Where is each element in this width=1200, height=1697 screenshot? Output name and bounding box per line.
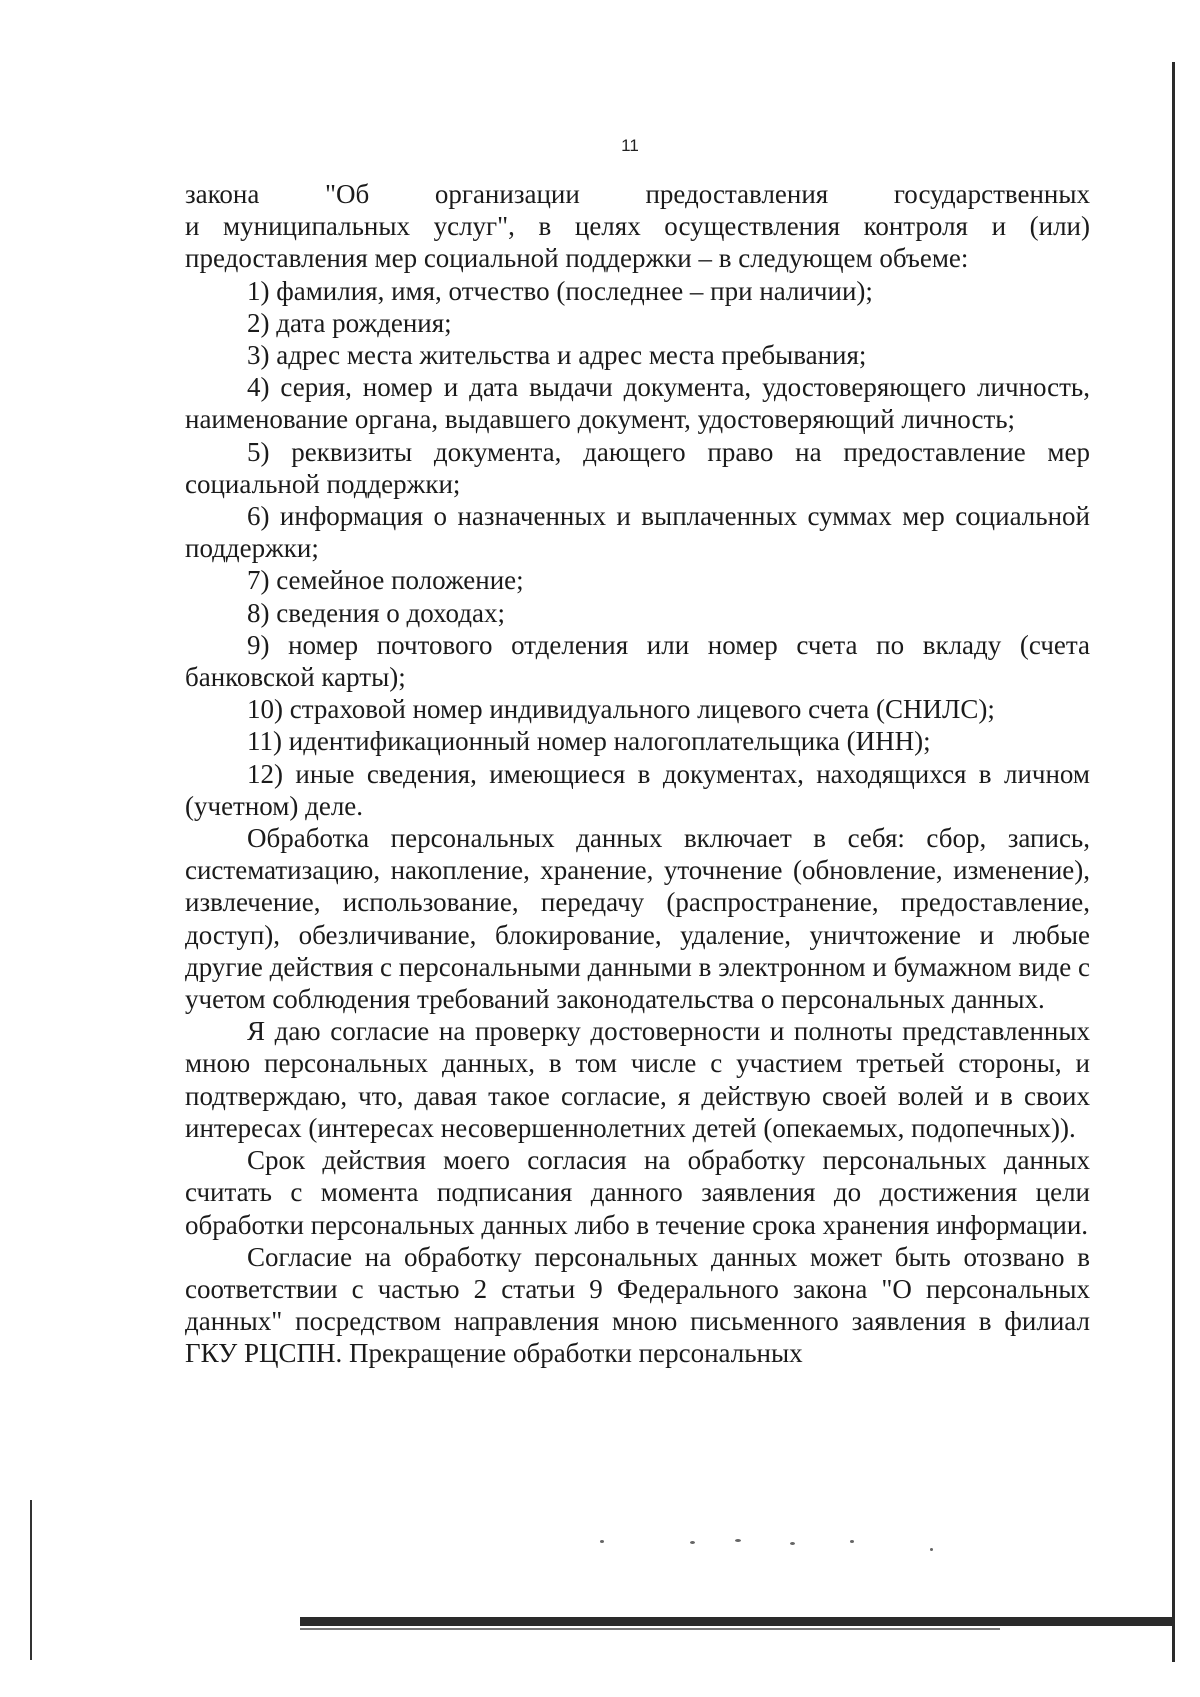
- list-item: 8) сведения о доходах;: [247, 597, 505, 628]
- data-items-list: [185, 275, 1090, 822]
- list-item: 10) страховой номер индивидуального лицевого счета (СНИЛС);: [247, 694, 995, 725]
- page-number: 11: [621, 136, 639, 155]
- list-item: 6) информация о назначенных и выплаченных суммах мер социальной поддержки;: [185, 501, 1090, 564]
- paragraph-processing: Обработка персональных данных включает в себя: сбор, запись, систематизацию, накопление, хранение, уточнение (обновление, изменение), извлечение, использование, передачу (распространение, предоставление, доступ), обезличивание, блокирование, удаление, уничтожение и любые другие действия с персональными данными в электронном и бумажном виде с учетом соблюдения требований законодательства о персональных данных.: [185, 823, 1090, 1015]
- list-item: 4) серия, номер и дата выдачи документа, удостоверяющего личность, наименование органа, выдавшего документ, удостоверяющий личность;: [185, 372, 1090, 435]
- paragraph-consent-withdrawal: Согласие на обработку персональных данных может быть отозвано в соответствии с частью 2 статьи 9 Федерального закона "О персональных данных" посредством направления мною письменного заявления в филиал ГКУ РЦСПН. Прекращение обработки персональных: [185, 1241, 1090, 1369]
- scan-speck: [790, 1542, 795, 1545]
- scan-right-border: [1172, 62, 1175, 1662]
- list-item: 1) фамилия, имя, отчество (последнее – при наличии);: [247, 275, 873, 306]
- list-item: 5) реквизиты документа, дающего право на предоставление мер социальной поддержки;: [185, 436, 1090, 499]
- list-item: 2) дата рождения;: [247, 307, 452, 338]
- scan-speck: [735, 1539, 741, 1542]
- scan-bottom-bar: [300, 1617, 1175, 1626]
- intro-rest: и муниципальных услуг", в целях осуществления контроля и (или) предоставления мер социальной поддержки – в следующем объеме:: [185, 211, 1090, 274]
- scan-bottom-line: [300, 1628, 1000, 1630]
- list-item: 3) адрес места жительства и адрес места пребывания;: [247, 340, 867, 371]
- scan-speck: [850, 1540, 854, 1543]
- paragraph-consent-term: Срок действия моего согласия на обработку персональных данных считать с момента подписания данного заявления до достижения цели обработки персональных данных либо в течение срока хранения информации.: [185, 1145, 1090, 1240]
- list-item: 7) семейное положение;: [247, 565, 524, 596]
- scan-speck: [600, 1540, 604, 1543]
- scan-speck: [930, 1548, 933, 1551]
- list-item: 12) иные сведения, имеющиеся в документах, находящихся в личном (учетном) деле.: [185, 758, 1090, 821]
- document-body: [185, 178, 1090, 1370]
- intro-text: [185, 178, 1090, 275]
- paragraph-verification-consent: Я даю согласие на проверку достоверности и полноты представленных мною персональных данных, в том числе с участием третьей стороны, и подтверждаю, что, давая такое согласие, я действую своей волей и в своих интересах (интересах несовершеннолетних детей (опекаемых, подопечных)).: [185, 1016, 1090, 1143]
- list-item: 9) номер почтового отделения или номер счета по вкладу (счета банковской карты);: [185, 629, 1090, 693]
- list-item: 11) идентификационный номер налогоплательщика (ИНН);: [247, 726, 931, 757]
- scan-speck: [690, 1541, 695, 1544]
- intro-line-1: закона "Об организации предоставления государственных: [185, 179, 1090, 209]
- scan-left-mark: [30, 1500, 32, 1660]
